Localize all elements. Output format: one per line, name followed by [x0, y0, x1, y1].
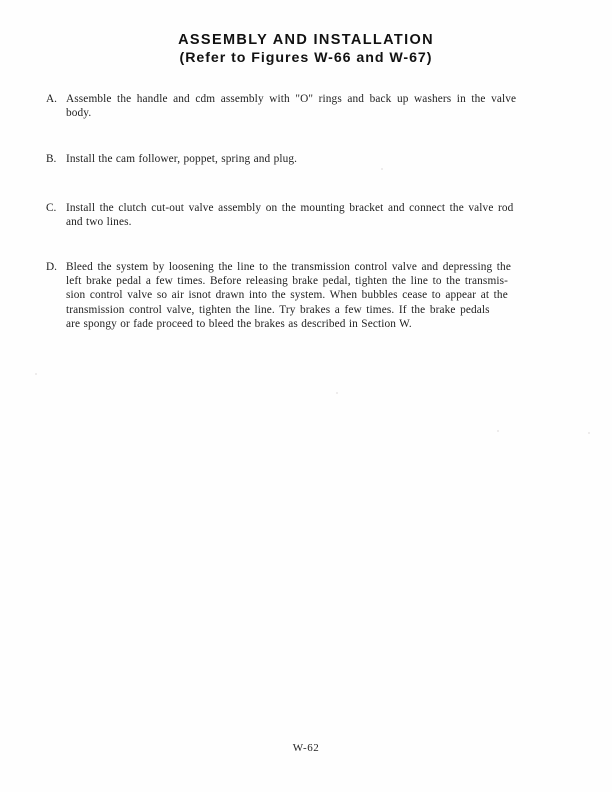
- text-line: Install the clutch cut-out valve assembly on the mounting bracket and connect the valve rod: [66, 201, 514, 214]
- list-item-label: B.: [46, 153, 57, 166]
- text-line: Bleed the system by loosening the line to the transmission control valve and depressing the: [66, 261, 511, 274]
- list-item-text: [66, 260, 558, 331]
- list-item-label: C.: [46, 201, 57, 214]
- text-line: sion control valve so air isnot drawn into the system. When bubbles cease to appear at the: [66, 289, 508, 302]
- scan-speckle: [588, 432, 590, 434]
- scan-speckle: [381, 168, 383, 170]
- list-item: [46, 260, 558, 331]
- list-item-label: A.: [46, 93, 57, 105]
- text-line: and two lines.: [66, 215, 132, 228]
- text-line: Install the cam follower, poppet, spring and plug.: [66, 153, 298, 166]
- scan-speckle: [336, 392, 338, 394]
- list-item-text: [66, 92, 558, 120]
- text-line: are spongy or fade proceed to bleed the brakes as described in Section W.: [66, 317, 412, 330]
- list-item-text: [66, 201, 558, 229]
- page-title: [0, 32, 612, 67]
- text-line: transmission control valve, tighten the line. Try brakes a few times. If the brake pedals: [66, 303, 490, 316]
- list-item: [46, 201, 558, 229]
- text-line: left brake pedal a few times. Before releasing brake pedal, tighten the line to the transmis-: [66, 275, 509, 288]
- list-item-label: D.: [46, 261, 57, 274]
- scan-speckle: [35, 373, 37, 375]
- scan-speckle: [497, 430, 499, 432]
- title-subtitle: (Refer to Figures W-66 and W-67): [179, 50, 433, 66]
- list-item-text: [66, 152, 558, 166]
- list-item: [46, 92, 558, 120]
- text-line: body.: [66, 107, 92, 120]
- instruction-list: [46, 92, 558, 331]
- text-line: Assemble the handle and cdm assembly with "O" rings and back up washers in the valve: [66, 93, 517, 105]
- list-item: [46, 152, 558, 166]
- title-primary: ASSEMBLY AND INSTALLATION: [178, 32, 434, 48]
- page-number-footer: W-62: [292, 742, 320, 754]
